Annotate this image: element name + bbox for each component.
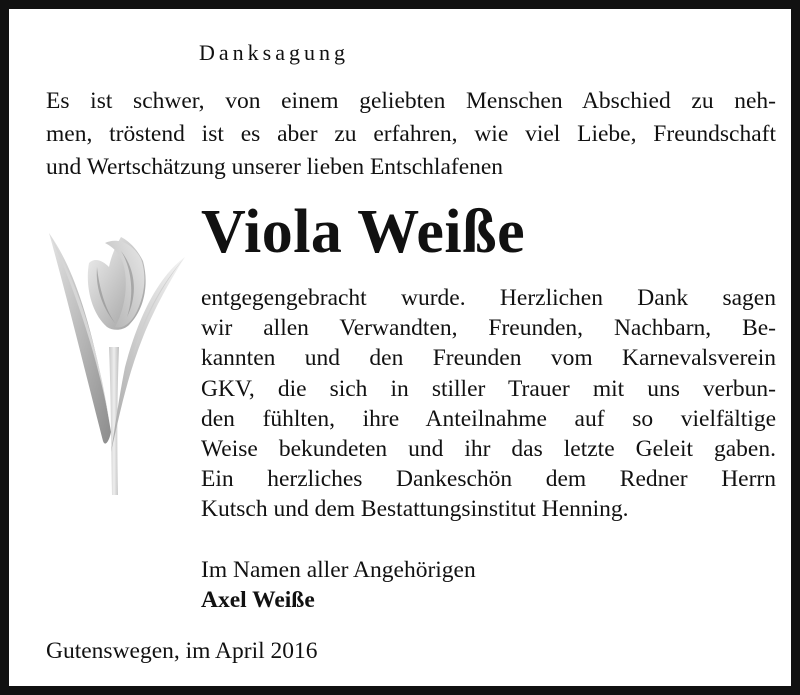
intro-paragraph [46, 85, 776, 184]
body-line: entgegengebracht wurde. Herzlichen Dank sagen [201, 285, 776, 311]
intro-line: und Wertschätzung unserer lieben Entschlafenen [46, 154, 504, 180]
body-line: Weise bekundeten und ihr das letzte Geleit gaben. [201, 436, 776, 463]
body-line: Ein herzliches Dankeschön dem Redner Herrn [201, 466, 776, 493]
intro-line: men, tröstend ist es aber zu erfahren, wie viel Liebe, Freundschaft [46, 121, 776, 147]
body-line: GKV, die sich in stiller Trauer mit uns verbun- [201, 375, 776, 402]
body-line: den fühlten, ihre Anteilnahme auf so vielfältige [201, 405, 776, 432]
notice-heading: Danksagung [199, 40, 349, 65]
place-and-date: Gutenswegen, im April 2016 [46, 638, 318, 664]
tulip-icon [45, 227, 190, 502]
body-line: wir allen Verwandten, Freunden, Nachbarn, Be- [201, 315, 776, 342]
deceased-name: Viola Weiße [201, 198, 526, 266]
signer-name: Axel Weiße [201, 587, 315, 613]
body-line: Kutsch und dem Bestattungsinstitut Henning. [201, 496, 629, 523]
intro-line: Es ist schwer, von einem geliebten Menschen Abschied zu neh- [46, 88, 776, 114]
body-line: kannten und den Freunden vom Karnevalsverein [201, 345, 776, 372]
body-paragraph [201, 283, 776, 525]
signoff-block [201, 555, 476, 615]
signoff-line: Im Namen aller Angehörigen [201, 557, 476, 583]
